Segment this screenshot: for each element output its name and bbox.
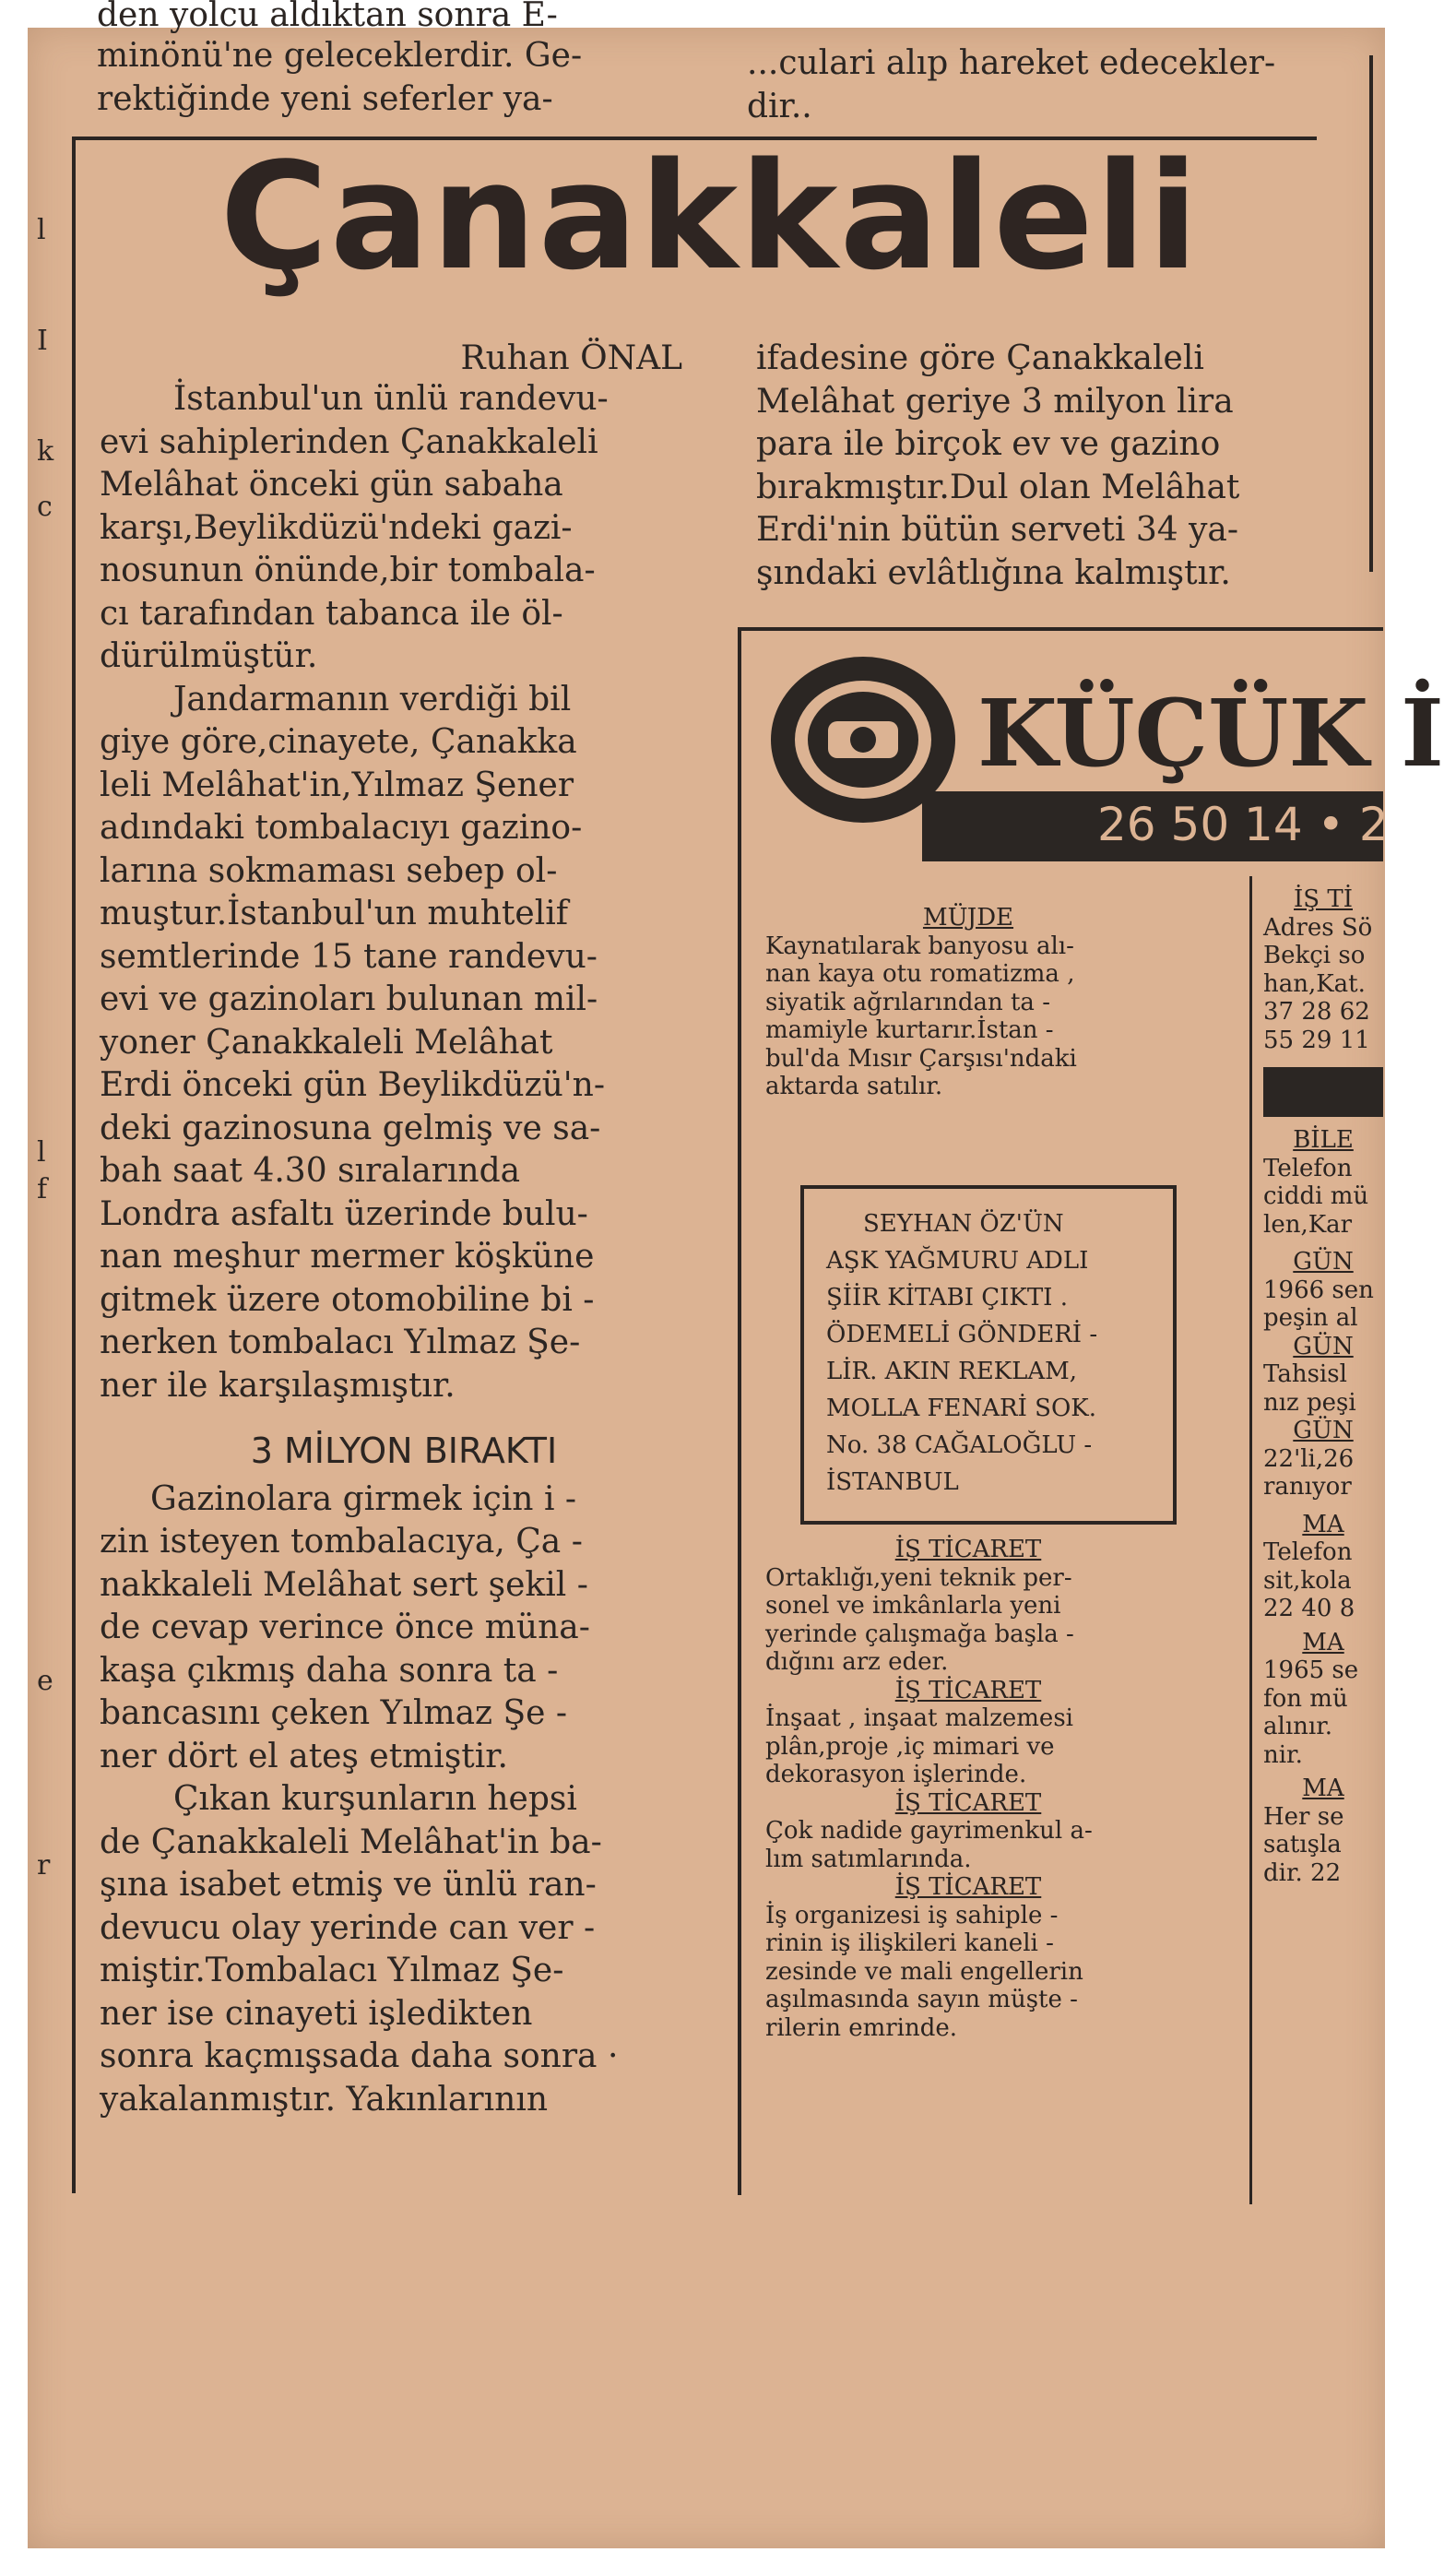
text-line: İstanbul'un ünlü randevu- — [173, 380, 609, 418]
ad-line: fon mü — [1263, 1684, 1348, 1713]
ad-line: aktarda satılır. — [765, 1073, 943, 1100]
column-rule — [1249, 876, 1252, 2204]
text-line: ifadesine göre Çanakkaleli — [756, 339, 1204, 377]
ad-line: Adres Sö — [1263, 913, 1373, 942]
ad-line: LİR. AKIN REKLAM, — [826, 1358, 1078, 1385]
margin-char: f — [37, 1173, 48, 1205]
ad-line: Ortaklığı,yeni teknik per- — [765, 1563, 1072, 1592]
ad-line: SEYHAN ÖZ'ÜN — [863, 1210, 1064, 1238]
text-line: bancasını çeken Yılmaz Şe - — [100, 1694, 568, 1732]
ad-line: dir. 22 — [1263, 1858, 1342, 1887]
text-line: Gazinolara girmek için i - — [150, 1479, 577, 1518]
margin-char: I — [37, 325, 48, 357]
classified-ad — [765, 904, 1171, 1101]
ad-line: peşin al — [1263, 1304, 1358, 1332]
text-line: evi ve gazinoları bulunan mil- — [100, 980, 598, 1018]
margin-fragment — [37, 1660, 65, 1703]
text-line: ...culari alıp hareket edecekler- — [747, 44, 1276, 82]
text-line: nakkaleli Melâhat sert şekil - — [100, 1565, 588, 1604]
ad-line: alınır. — [1263, 1713, 1333, 1740]
article-right-column — [756, 338, 1365, 595]
ad-line: 1965 se — [1263, 1656, 1359, 1684]
ad-line: zesinde ve mali engellerin — [765, 1957, 1083, 1986]
ad-line: nan kaya otu romatizma , — [765, 960, 1075, 988]
ad-line: No. 38 CAĞALOĞLU - — [826, 1431, 1093, 1459]
ad-line: plân,proje ,iç mimari ve — [765, 1732, 1055, 1761]
ad-line: 22'li,26 — [1263, 1444, 1355, 1473]
margin-char: r — [37, 1849, 51, 1882]
text-line: den yolcu aldıktan sonra E- — [97, 0, 558, 34]
text-line: zin isteyen tombalacıya, Ça - — [100, 1523, 583, 1561]
ad-line: ÖDEMELİ GÖNDERİ - — [826, 1321, 1098, 1348]
ad-title: GÜN — [1293, 1417, 1354, 1444]
paragraph — [100, 1478, 708, 1779]
classifieds-title: KÜÇÜK İ — [977, 679, 1444, 788]
classifieds-phone-banner — [922, 791, 1389, 861]
text-line: deki gazinosuna gelmiş ve sa- — [100, 1109, 601, 1147]
ad-line: sit,kola — [1263, 1566, 1352, 1595]
ad-line: rinin iş ilişkileri kaneli - — [765, 1929, 1054, 1957]
text-line: Melâhat önceki gün sabaha — [100, 466, 563, 504]
ad-line: ciddi mü — [1263, 1182, 1369, 1210]
margin-char: l — [37, 214, 46, 246]
text-line: Erdi'nin bütün serveti 34 ya- — [756, 511, 1239, 549]
ad-line: rilerin emrinde. — [765, 2013, 958, 2042]
text-line: de Çanakkaleli Melâhat'in ba- — [100, 1822, 602, 1861]
margin-char: l — [37, 1136, 46, 1169]
ad-line: 1966 sen — [1263, 1276, 1374, 1304]
ad-line: yerinde çalışmağa başla - — [765, 1620, 1074, 1648]
ad-line: aşılmasında sayın müşte - — [765, 1986, 1078, 2013]
text-line: rektiğinde yeni seferler ya- — [97, 79, 553, 118]
text-line: gitmek üzere otomobiline bi - — [100, 1280, 595, 1319]
ad-line: lım satımlarında. — [765, 1845, 972, 1873]
text-line: de cevap verince önce müna- — [100, 1609, 590, 1646]
ad-title: MA — [1302, 1775, 1344, 1802]
text-line: cı tarafından tabanca ile öl- — [100, 594, 563, 633]
margin-char: k — [37, 435, 54, 468]
phone-number: 26 50 14 • 2 — [1097, 798, 1389, 851]
text-line: şına isabet etmiş ve ünlü ran- — [100, 1866, 597, 1904]
ad-line: 37 28 62 — [1263, 998, 1370, 1026]
text-line: ner ise cinayeti işledikten — [100, 1994, 533, 2033]
text-line: nosunun önünde,bir tombala- — [100, 552, 596, 589]
margin-fragment — [37, 203, 65, 535]
prev-article-left — [97, 0, 705, 121]
article-left-column — [100, 378, 708, 2121]
ad-title: GÜN — [1293, 1248, 1354, 1276]
ad-title: İŞ TİCARET — [894, 1536, 1042, 1563]
ad-title: İŞ TİCARET — [894, 1676, 1042, 1704]
ad-line: MOLLA FENARİ SOK. — [826, 1395, 1096, 1422]
ad-line: bul'da Mısır Çarşısı'ndaki — [765, 1044, 1077, 1073]
margin-char: c — [37, 491, 53, 523]
text-line: adındaki tombalacıyı gazino- — [100, 809, 583, 847]
text-line: minönü'ne geleceklerdir. Ge- — [97, 37, 583, 75]
ad-line: Bekçi so — [1263, 942, 1366, 969]
text-line: muştur.İstanbul'un muhtelif — [100, 895, 569, 932]
ad-line: İş organizesi iş sahiple - — [765, 1901, 1059, 1929]
dark-bar — [1263, 1067, 1383, 1117]
text-line: Jandarmanın verdiği bil — [173, 680, 572, 718]
ad-line: İnşaat , inşaat malzemesi — [765, 1704, 1073, 1732]
ad-line: dığını arz eder. — [765, 1648, 949, 1676]
ad-line: Tahsisl — [1263, 1360, 1347, 1388]
ad-line: 22 40 8 — [1263, 1595, 1355, 1622]
text-line: Çıkan kurşunların hepsi — [173, 1780, 577, 1818]
ad-line: sonel ve imkânlarla yeni — [765, 1592, 1061, 1620]
ad-line: İSTANBUL — [826, 1468, 959, 1496]
classifieds-top-rule — [738, 627, 1383, 631]
text-line: devucu olay yerinde can ver - — [100, 1908, 596, 1947]
margin-char: e — [37, 1665, 53, 1697]
text-line: Londra asfaltı üzerinde bulu- — [100, 1194, 588, 1233]
ad-line: ŞİİR KİTABI ÇIKTI . — [826, 1284, 1068, 1312]
text-line: Erdi önceki gün Beylikdüzü'n- — [100, 1066, 606, 1104]
ad-line: len,Kar — [1263, 1210, 1353, 1239]
ad-line: siyatik ağrılarından ta - — [765, 988, 1050, 1016]
ad-title: İŞ TİCARET — [894, 1788, 1042, 1817]
text-line: dir.. — [747, 87, 812, 125]
ad-title: MA — [1302, 1628, 1344, 1656]
ad-line: AŞK YAĞMURU ADLI — [826, 1247, 1089, 1275]
text-line: yakalanmıştır. Yakınlarının — [100, 2080, 549, 2119]
text-line: miştir.Tombalacı Yılmaz Şe- — [100, 1952, 564, 1989]
classifieds-left-rule — [738, 627, 741, 2195]
ad-line: ranıyor — [1263, 1473, 1352, 1501]
ad-line: Telefon — [1263, 1154, 1353, 1182]
byline: Ruhan ÖNAL — [460, 339, 682, 377]
boxed-ad-text — [826, 1205, 1167, 1501]
text-line: semtlerinde 15 tane randevu- — [100, 937, 598, 976]
ad-line: mamiyle kurtarır.İstan - — [765, 1016, 1054, 1044]
ad-line: nir. — [1263, 1740, 1303, 1769]
truncated-classifieds-column — [1263, 885, 1383, 1887]
ad-line: Telefon — [1263, 1538, 1353, 1566]
ad-title: MA — [1302, 1510, 1344, 1538]
prev-article-right — [747, 42, 1374, 128]
classified-ad — [765, 1536, 1171, 2042]
ad-title: İŞ TİCARET — [894, 1873, 1042, 1901]
text-line: leli Melâhat'in,Yılmaz Şener — [100, 766, 574, 804]
ad-title: İŞ Tİ — [1294, 885, 1353, 913]
text-line: nan meşhur mermer köşküne — [100, 1238, 595, 1276]
ad-title: GÜN — [1293, 1332, 1354, 1360]
paragraph — [100, 378, 708, 679]
text-line: evi sahiplerinden Çanakkaleli — [100, 422, 598, 461]
text-line: şındaki evlâtlığına kalmıştır. — [756, 553, 1231, 592]
article-left-rule — [72, 137, 76, 2193]
ad-line: Kaynatılarak banyosu alı- — [765, 932, 1074, 960]
margin-fragment — [37, 1845, 65, 1888]
ad-line: han,Kat. — [1263, 969, 1366, 998]
text-line: dürülmüştür. — [100, 637, 318, 675]
ad-line: nız peşi — [1263, 1388, 1356, 1417]
text-line: bırakmıştır.Dul olan Melâhat — [756, 468, 1240, 506]
article-subheading: 3 MİLYON BIRAKTI — [250, 1430, 558, 1471]
ad-line: 55 29 11 — [1263, 1026, 1370, 1054]
ad-line: Her se — [1263, 1802, 1344, 1831]
text-line: ner dört el ateş etmiştir. — [100, 1737, 508, 1775]
text-line: ner ile karşılaşmıştır. — [100, 1366, 456, 1405]
article-headline: Çanakkaleli — [219, 130, 1201, 303]
text-line: para ile birçok ev ve gazino — [756, 425, 1221, 463]
ad-title: MÜJDE — [922, 904, 1014, 932]
ad-title: BİLE — [1293, 1126, 1354, 1154]
paragraph — [100, 1778, 708, 2121]
text-line: karşı,Beylikdüzü'ndeki gazi- — [100, 508, 573, 547]
text-line: larına sokmaması sebep ol- — [100, 851, 558, 890]
ad-line: satışla — [1263, 1831, 1342, 1858]
text-line: yoner Çanakkaleli Melâhat — [100, 1023, 553, 1062]
margin-fragment — [37, 1134, 65, 1208]
ad-line: dekorasyon işlerinde. — [765, 1761, 1027, 1788]
ad-line: Çok nadide gayrimenkul a- — [765, 1817, 1093, 1845]
paragraph — [100, 679, 708, 1408]
text-line: nerken tombalacı Yılmaz Şe- — [100, 1324, 581, 1361]
text-line: kaşa çıkmış daha sonra ta - — [100, 1651, 559, 1690]
text-line: sonra kaçmışsada daha sonra · — [100, 2037, 619, 2075]
text-line: giye göre,cinayete, Çanakka — [100, 723, 577, 761]
text-line: Melâhat geriye 3 milyon lira — [756, 382, 1234, 421]
text-line: bah saat 4.30 sıralarında — [100, 1152, 521, 1190]
boxed-ad — [800, 1185, 1177, 1525]
column-rule — [1369, 55, 1373, 572]
